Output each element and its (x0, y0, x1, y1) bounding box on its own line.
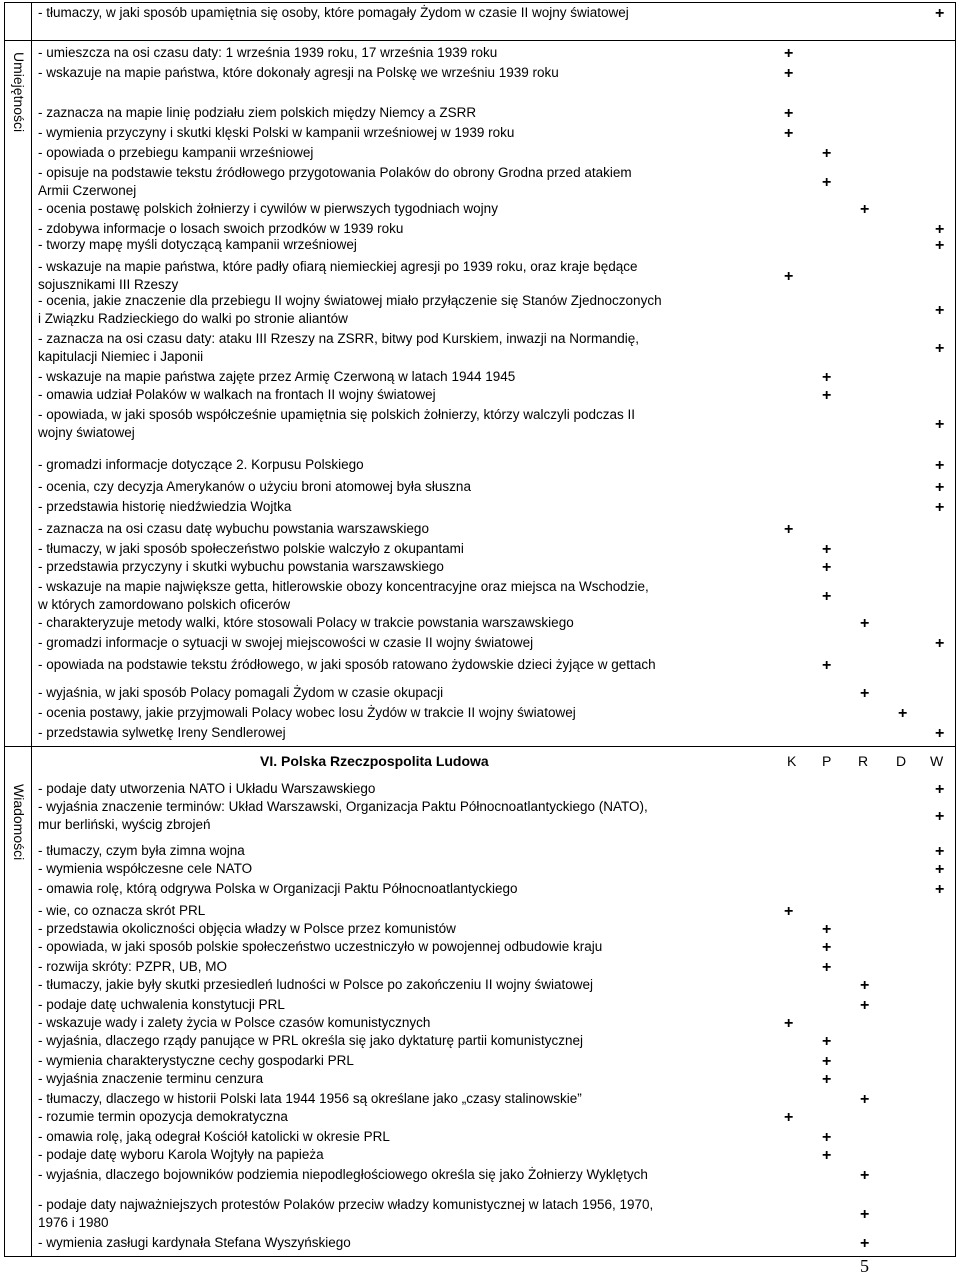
requirement-text: - zaznacza na mapie linię podziału ziem polskich między Niemcy a ZSRR (38, 105, 477, 120)
level-mark-w: + (935, 5, 945, 22)
requirement-text: 1976 i 1980 (38, 1215, 109, 1230)
level-mark-r: + (860, 977, 870, 994)
requirement-text: - przedstawia przyczyny i skutki wybuchu powstania warszawskiego (38, 559, 444, 574)
requirement-text: - wskazuje na mapie państwa, które dokonały agresji na Polskę we wrześniu 1939 roku (38, 65, 559, 80)
requirement-text: - tłumaczy, w jaki sposób społeczeństwo polskie walczyło z okupantami (38, 541, 464, 556)
requirement-text: - wymienia zasługi kardynała Stefana Wyszyńskiego (38, 1235, 351, 1250)
requirement-text: - zaznacza na osi czasu daty: ataku III Rzeszy na ZSRR, bitwy pod Kurskiem, inwazji na Normandię, (38, 331, 640, 346)
requirement-text: - zdobywa informacje o losach swoich przodków w 1939 roku (38, 221, 404, 236)
level-mark-p: + (822, 1129, 832, 1146)
level-mark-w: + (935, 881, 945, 898)
requirement-text: - wyjaśnia znaczenie terminów: Układ Warszawski, Organizacja Paktu Północnoatlantyckiego (NATO), (38, 799, 648, 814)
requirement-text: - podaje daty najważniejszych protestów Polaków przeciw władzy komunistycznej w latach 1956, 1970, (38, 1197, 654, 1212)
level-mark-p: + (822, 1147, 832, 1164)
requirement-text: - przedstawia historię niedźwiedzia Wojtka (38, 499, 292, 514)
requirement-text: - tłumaczy, w jaki sposób upamiętnia się osoby, które pomagały Żydom w czasie II wojny światowej (38, 5, 629, 20)
level-mark-w: + (935, 808, 945, 825)
level-header-w: W (930, 753, 944, 769)
requirement-text: sojusznikami III Rzeszy (38, 277, 179, 292)
level-header-k: K (787, 753, 797, 769)
requirement-text: - przedstawia okoliczności objęcia władzy w Polsce przez komunistów (38, 921, 456, 936)
requirement-text: - wskazuje wady i zalety życia w Polsce czasów komunistycznych (38, 1015, 431, 1030)
level-header-d: D (896, 753, 907, 769)
level-mark-d: + (898, 705, 908, 722)
requirement-text: - wskazuje na mapie państwa zajęte przez Armię Czerwoną w latach 1944 1945 (38, 369, 516, 384)
requirement-text: - podaje daty utworzenia NATO i Układu Warszawskiego (38, 781, 376, 796)
level-header-r: R (858, 753, 869, 769)
requirement-text: - wskazuje na mapie największe getta, hitlerowskie obozy koncentracyjne oraz miejsca na Wschodzie, (38, 579, 649, 594)
level-mark-w: + (935, 416, 945, 433)
requirement-text: - wskazuje na mapie państwa, które padły ofiarą niemieckiej agresji po 1939 roku, oraz kraje będące (38, 259, 638, 274)
level-mark-p: + (822, 939, 832, 956)
requirement-text: - wymienia przyczyny i skutki klęski Polski w kampanii wrześniowej w 1939 roku (38, 125, 515, 140)
level-mark-p: + (822, 369, 832, 386)
requirement-text: - opowiada na podstawie tekstu źródłowego, w jaki sposób ratowano żydowskie dzieci żyjące w gettach (38, 657, 656, 672)
level-mark-k: + (784, 1015, 794, 1032)
requirement-text: - opowiada, w jaki sposób współcześnie upamiętnia się polskich żołnierzy, którzy walczyli podczas II (38, 407, 636, 422)
requirement-text: - rozumie termin opozycja demokratyczna (38, 1109, 288, 1124)
level-mark-w: + (935, 479, 945, 496)
requirement-text: w których zamordowano polskich oficerów (38, 597, 291, 612)
level-mark-p: + (822, 1053, 832, 1070)
requirement-text: kapitulacji Niemiec i Japonii (38, 349, 204, 364)
level-mark-p: + (822, 588, 832, 605)
level-mark-w: + (935, 237, 945, 254)
level-mark-r: + (860, 997, 870, 1014)
page-number: 5 (860, 1256, 869, 1276)
level-mark-k: + (784, 45, 794, 62)
table-border-right (955, 2, 956, 1256)
requirement-text: - opowiada, w jaki sposób polskie społeczeństwo uczestniczyło w powojennej odbudowie kraju (38, 939, 603, 954)
requirement-text: - opisuje na podstawie tekstu źródłowego przygotowania Polaków do obrony Grodna przed atakiem (38, 165, 632, 180)
row-divider-top (4, 40, 956, 41)
section-title: VI. Polska Rzeczpospolita Ludowa (260, 753, 489, 769)
requirement-text: - wymienia charakterystyczne cechy gospodarki PRL (38, 1053, 354, 1068)
sidebar-label-wiadomosci: Wiadomości (11, 784, 27, 861)
level-mark-p: + (822, 145, 832, 162)
level-mark-p: + (822, 541, 832, 558)
level-mark-k: + (784, 105, 794, 122)
requirement-text: wojny światowej (38, 425, 135, 440)
level-mark-r: + (860, 685, 870, 702)
requirement-text: - wyjaśnia, w jaki sposób Polacy pomagali Żydom w czasie okupacji (38, 685, 444, 700)
level-mark-p: + (822, 1033, 832, 1050)
requirement-text: - zaznacza na osi czasu datę wybuchu powstania warszawskiego (38, 521, 429, 536)
requirement-text: - tłumaczy, czym była zimna wojna (38, 843, 245, 858)
level-mark-w: + (935, 861, 945, 878)
requirement-text: - umieszcza na osi czasu daty: 1 września 1939 roku, 17 września 1939 roku (38, 45, 498, 60)
requirement-text: - wyjaśnia, dlaczego bojowników podziemia niepodległościowego określa się jako Żołnierzy Wyklętych (38, 1167, 648, 1182)
level-mark-r: + (860, 201, 870, 218)
requirement-text: - omawia udział Polaków w walkach na frontach II wojny światowej (38, 387, 436, 402)
requirement-text: - gromadzi informacje dotyczące 2. Korpusu Polskiego (38, 457, 364, 472)
sidebar-label-umiejetnosci: Umiejętności (11, 52, 27, 133)
level-mark-w: + (935, 221, 945, 238)
requirement-text: - charakteryzuje metody walki, które stosowali Polacy w trakcie powstania warszawskiego (38, 615, 574, 630)
level-mark-p: + (822, 387, 832, 404)
requirement-text: - wie, co oznacza skrót PRL (38, 903, 206, 918)
requirement-text: - wymienia współczesne cele NATO (38, 861, 253, 876)
level-mark-w: + (935, 302, 945, 319)
level-mark-k: + (784, 1109, 794, 1126)
level-mark-p: + (822, 959, 832, 976)
requirement-text: - tworzy mapę myśli dotyczącą kampanii wrześniowej (38, 237, 357, 252)
level-mark-r: + (860, 1167, 870, 1184)
requirement-text: - omawia rolę, jaką odegrał Kościół katolicki w okresie PRL (38, 1129, 390, 1144)
requirement-text: - tłumaczy, dlaczego w historii Polski lata 1944 1956 są określane jako „czasy stalinowskie” (38, 1091, 582, 1106)
level-mark-k: + (784, 521, 794, 538)
requirement-text: - omawia rolę, którą odgrywa Polska w Organizacji Paktu Północnoatlantyckiego (38, 881, 518, 896)
requirement-text: - podaje datę wyboru Karola Wojtyły na papieża (38, 1147, 324, 1162)
table-border-section-col (31, 2, 32, 1256)
level-mark-p: + (822, 921, 832, 938)
level-mark-w: + (935, 843, 945, 860)
level-mark-w: + (935, 457, 945, 474)
requirement-text: i Związku Radzieckiego do walki po stronie aliantów (38, 311, 348, 326)
level-mark-k: + (784, 125, 794, 142)
requirement-text: - podaje datę uchwalenia konstytucji PRL (38, 997, 285, 1012)
requirement-text: - ocenia, jakie znaczenie dla przebiegu II wojny światowej miało przyłączenie się Stanów Zjednoczonych (38, 293, 662, 308)
level-mark-w: + (935, 781, 945, 798)
level-mark-w: + (935, 725, 945, 742)
level-mark-k: + (784, 903, 794, 920)
level-mark-k: + (784, 65, 794, 82)
level-mark-p: + (822, 174, 832, 191)
requirement-text: - ocenia, czy decyzja Amerykanów o użyciu broni atomowej była słuszna (38, 479, 471, 494)
level-mark-w: + (935, 635, 945, 652)
level-mark-p: + (822, 559, 832, 576)
requirement-text: - rozwija skróty: PZPR, UB, MO (38, 959, 228, 974)
level-mark-p: + (822, 657, 832, 674)
requirement-text: - ocenia postawę polskich żołnierzy i cywilów w pierwszych tygodniach wojny (38, 201, 498, 216)
requirement-text: Armii Czerwonej (38, 183, 137, 198)
level-mark-w: + (935, 499, 945, 516)
requirement-text: - przedstawia sylwetkę Ireny Sendlerowej (38, 725, 286, 740)
level-mark-r: + (860, 1235, 870, 1252)
level-mark-r: + (860, 1206, 870, 1223)
level-header-p: P (822, 753, 832, 769)
level-mark-k: + (784, 268, 794, 285)
requirement-text: mur berliński, wyścig zbrojeń (38, 817, 211, 832)
requirement-text: - gromadzi informacje o sytuacji w swojej miejscowości w czasie II wojny światowej (38, 635, 534, 650)
level-mark-r: + (860, 1091, 870, 1108)
level-mark-p: + (822, 1071, 832, 1088)
requirement-text: - tłumaczy, jakie były skutki przesiedleń ludności w Polsce po zakończeniu II wojny światowej (38, 977, 593, 992)
requirement-text: - wyjaśnia znaczenie terminu cenzura (38, 1071, 264, 1086)
requirement-text: - wyjaśnia, dlaczego rządy panujące w PRL określa się jako dyktaturę partii komunistycznej (38, 1033, 584, 1048)
requirement-text: - opowiada o przebiegu kampanii wrześniowej (38, 145, 314, 160)
level-mark-w: + (935, 340, 945, 357)
requirement-text: - ocenia postawy, jakie przyjmowali Polacy wobec losu Żydów w trakcie II wojny światowej (38, 705, 576, 720)
table-border-bottom (4, 1256, 956, 1257)
table-border-left (4, 2, 5, 1256)
section-divider (4, 746, 956, 747)
level-mark-r: + (860, 615, 870, 632)
table-border-top (4, 2, 956, 3)
